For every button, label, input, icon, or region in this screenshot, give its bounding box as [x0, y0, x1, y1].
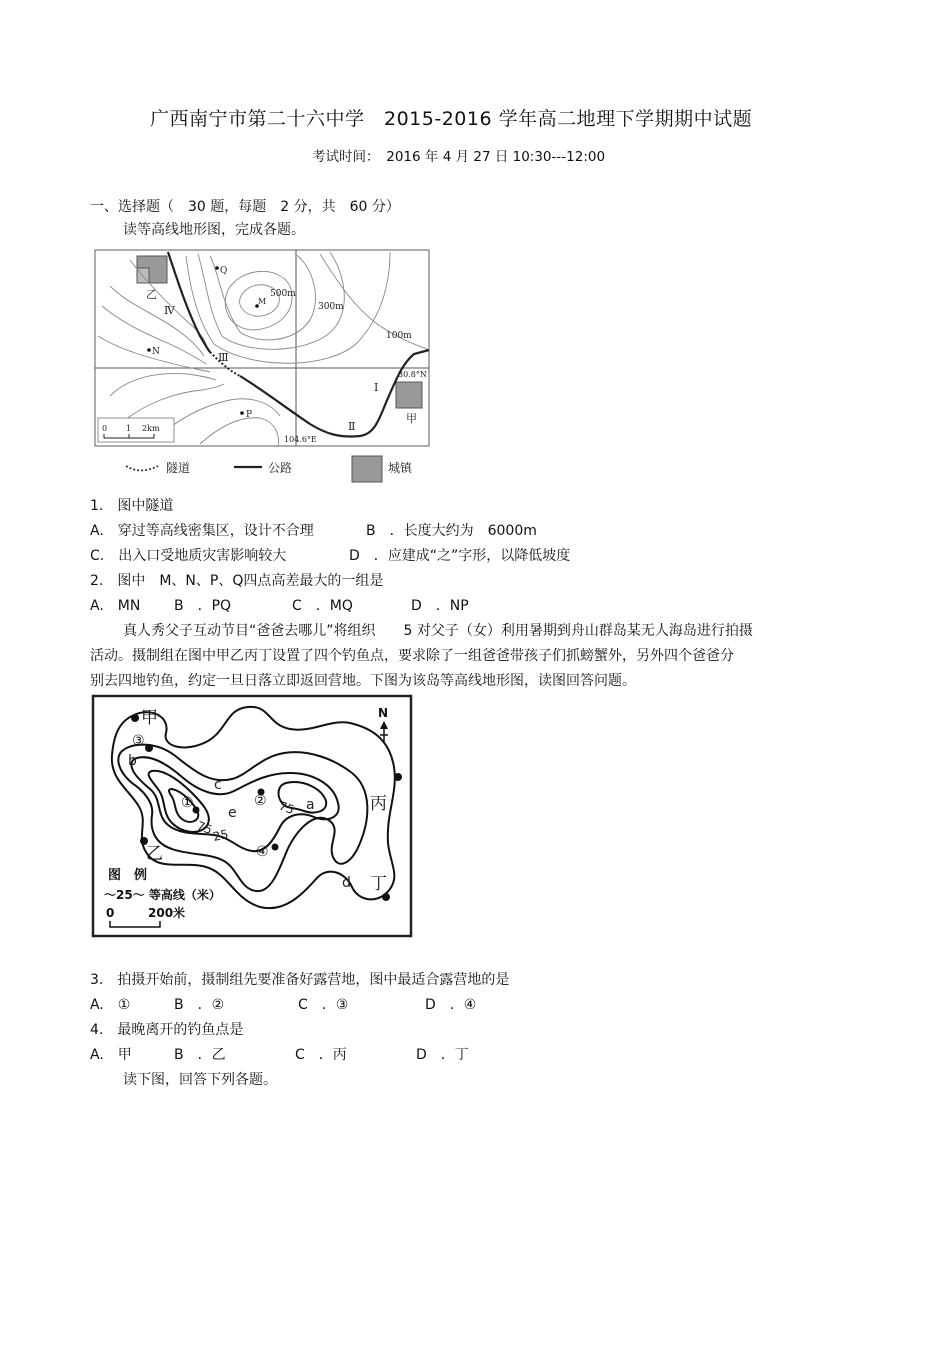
map2-label-b: b — [128, 753, 137, 769]
map2-label-e: e — [228, 805, 237, 821]
map1-label-iv: Ⅳ — [164, 304, 175, 317]
map1-label-yi: 乙 — [146, 288, 157, 301]
map1-label-500m: 500m — [270, 289, 296, 299]
map2-label-jia: 甲 — [141, 708, 158, 728]
map2-label-yi: 乙 — [146, 844, 163, 864]
contour-map-1 — [90, 246, 435, 486]
q1-stem: 1. 图中隧道 — [90, 498, 174, 514]
section-intro: 读等高线地形图，完成各题。 — [123, 222, 305, 238]
q2-option-c[interactable]: C ．MQ — [292, 598, 353, 614]
closing-instruction: 读下图，回答下列各题。 — [123, 1072, 277, 1088]
q3-option-a[interactable]: A. ① — [90, 997, 131, 1013]
map2-label-circle-1: ① — [181, 795, 194, 811]
map2-legend-title: 图 例 — [108, 868, 148, 883]
passage-line-3: 别去四地钓鱼，约定一旦日落立即返回营地。下图为该岛等高线地形图，读图回答问题。 — [90, 673, 636, 689]
map2-contour-75a: 75 — [276, 798, 297, 818]
q1-option-d[interactable]: D ．应建成“之”字形，以降低坡度 — [349, 548, 571, 564]
q4-option-d[interactable]: D ．丁 — [416, 1047, 469, 1063]
q3-option-d[interactable]: D ．④ — [425, 997, 477, 1013]
map2-scale-200: 200米 — [148, 906, 186, 920]
legend-town-symbol — [352, 456, 382, 482]
map1-label-q: Q — [220, 266, 228, 276]
map1-label-ii: Ⅱ — [348, 420, 356, 433]
island-contour-map — [90, 693, 415, 940]
map1-label-i: Ⅰ — [374, 381, 379, 394]
map2-legend-contour: ～25～ 等高线（米） — [104, 888, 221, 902]
map1-label-iii: Ⅲ — [218, 351, 229, 364]
map1-label-300m: 300m — [318, 302, 344, 312]
q3-option-b[interactable]: B ．② — [174, 997, 225, 1013]
map2-label-d: d — [342, 875, 351, 891]
map1-label-m: M — [258, 297, 267, 306]
q1-option-c[interactable]: C. 出入口受地质灾害影响较大 — [90, 548, 287, 564]
q2-option-a[interactable]: A. MN — [90, 598, 141, 614]
map2-label-bing: 丙 — [370, 794, 387, 814]
q2-option-d[interactable]: D ．NP — [411, 598, 469, 614]
q3-stem: 3. 拍摄开始前，摄制组先要准备好露营地，图中最适合露营地的是 — [90, 972, 510, 988]
map1-scale-1: 1 — [126, 424, 132, 433]
map2-contour-25: 25 — [211, 827, 230, 844]
q4-stem: 4. 最晚离开的钓鱼点是 — [90, 1022, 244, 1038]
map2-scale-0: 0 — [106, 906, 115, 920]
q1-option-b[interactable]: B ．长度大约为 6000m — [366, 523, 537, 539]
map2-label-c: c — [214, 777, 222, 793]
q2-stem: 2. 图中 M、N、P、Q四点高差最大的一组是 — [90, 573, 384, 589]
map1-scale-2km: 2km — [142, 424, 160, 433]
q1-option-a[interactable]: A. 穿过等高线密集区，设计不合理 — [90, 523, 314, 539]
map1-label-lon: 104.6°E — [284, 435, 317, 444]
map2-label-circle-3: ③ — [132, 733, 145, 749]
q4-option-c[interactable]: C ．丙 — [295, 1047, 347, 1063]
map1-label-n: N — [152, 347, 160, 357]
map1-label-100m: 100m — [386, 331, 412, 341]
map2-contour-75b: 75 — [194, 818, 215, 838]
map1-label-lat: 30.8°N — [398, 370, 427, 379]
map1-scale-0: 0 — [102, 424, 108, 433]
q4-option-b[interactable]: B ．乙 — [174, 1047, 226, 1063]
q4-option-a[interactable]: A. 甲 — [90, 1047, 132, 1063]
map2-label-a: a — [306, 797, 315, 813]
section-heading: 一、选择题（ 30 题，每题 2 分，共 60 分） — [90, 199, 400, 215]
passage-line-2: 活动。摄制组在图中甲乙丙丁设置了四个钓鱼点，要求除了一组爸爸带孩子们抓螃蟹外，另外四个爸爸分 — [90, 648, 734, 664]
legend-tunnel-label: 隧道 — [166, 461, 191, 475]
legend-tunnel-symbol — [126, 466, 158, 471]
map2-label-ding: 丁 — [370, 874, 387, 894]
exam-time: 考试时间： 2016 年 4 月 27 日 10:30---12:00 — [312, 149, 606, 165]
q3-option-c[interactable]: C ．③ — [298, 997, 349, 1013]
map2-label-circle-2: ② — [254, 793, 267, 809]
passage-line-1: 真人秀父子互动节目“爸爸去哪儿”将组织 5 对父子（女）利用暑期到舟山群岛某无人海岛进行拍摄 — [123, 623, 753, 639]
page-title: 广西南宁市第二十六中学 2015-2016 学年高二地理下学期期中试题 — [150, 108, 753, 130]
north-arrow-label: N — [378, 706, 389, 720]
map2-label-circle-4: ④ — [256, 844, 269, 860]
legend-town-label: 城镇 — [388, 461, 413, 475]
map1-label-p: P — [246, 410, 253, 420]
map1-label-jia: 甲 — [406, 412, 417, 425]
q2-option-b[interactable]: B ．PQ — [174, 598, 232, 614]
legend-road-label: 公路 — [268, 461, 293, 475]
